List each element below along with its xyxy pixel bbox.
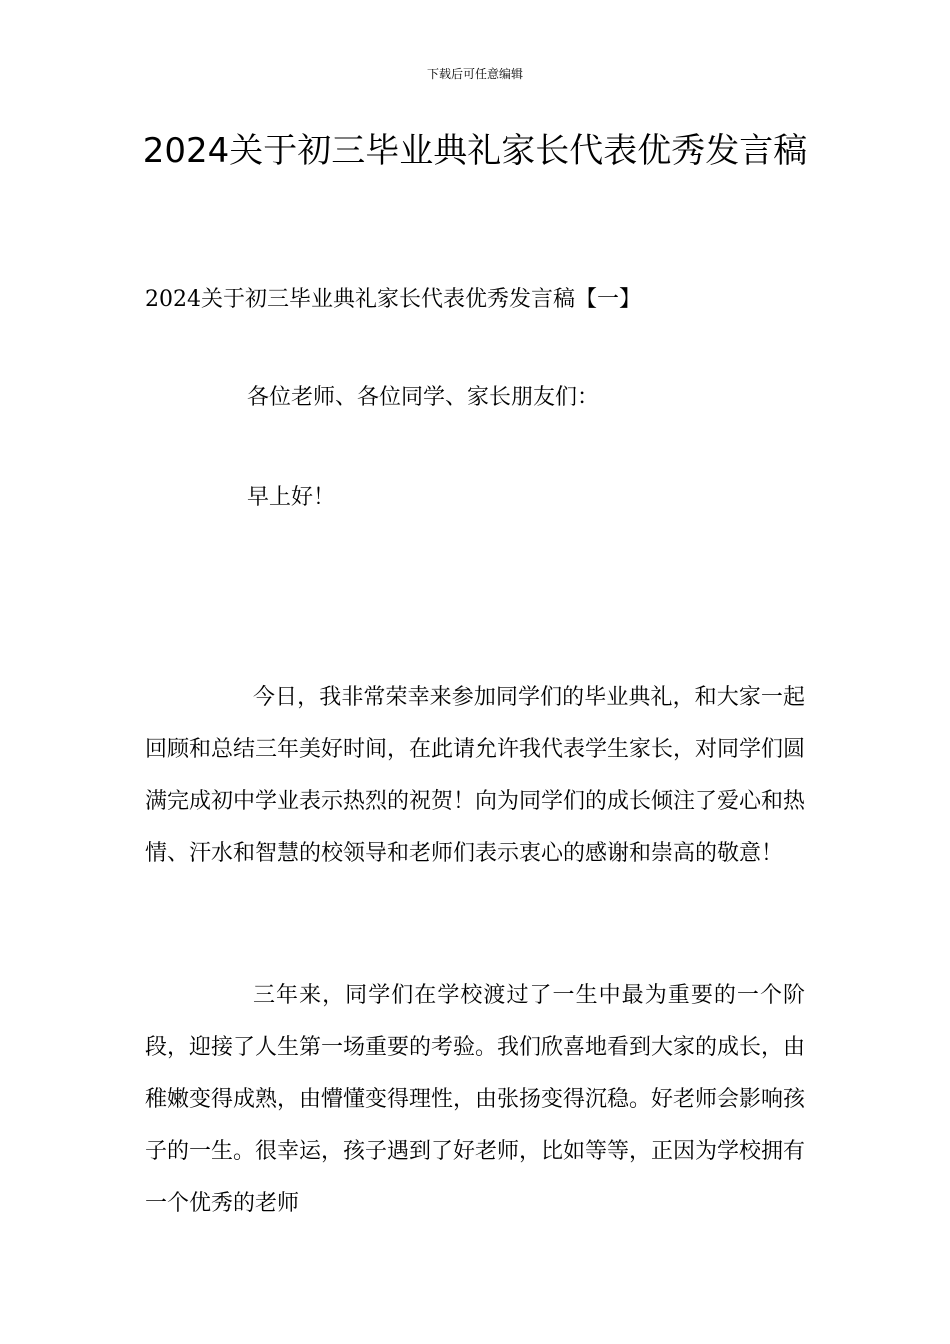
salutation: 各位老师、各位同学、家长朋友们： [247, 385, 600, 410]
greeting: 早上好！ [247, 485, 336, 510]
document-title: 2024关于初三毕业典礼家长代表优秀发言稿 [142, 131, 808, 171]
header-note: 下载后可任意编辑 [426, 67, 523, 81]
section-heading: 2024关于初三毕业典礼家长代表优秀发言稿【一】 [145, 287, 641, 312]
body-paragraph-2: 三年来，同学们在学校渡过了一生中最为重要的一个阶段，迎接了人生第一场重要的考验。我们欣喜地看到大家的成长，由稚嫩变得成熟，由懵懂变得理性，由张扬变得沉稳。好老师会影响孩子的一生。很幸运，孩子遇到了好老师，比如等等，正因为学校拥有一个优秀的老师 [145, 983, 806, 1216]
body-paragraph-1: 今日，我非常荣幸来参加同学们的毕业典礼，和大家一起回顾和总结三年美好时间，在此请允许我代表学生家长，对同学们圆满完成初中学业表示热烈的祝贺！向为同学们的成长倾注了爱心和热情、汗水和智慧的校领导和老师们表示衷心的感谢和崇高的敬意！ [145, 685, 806, 866]
